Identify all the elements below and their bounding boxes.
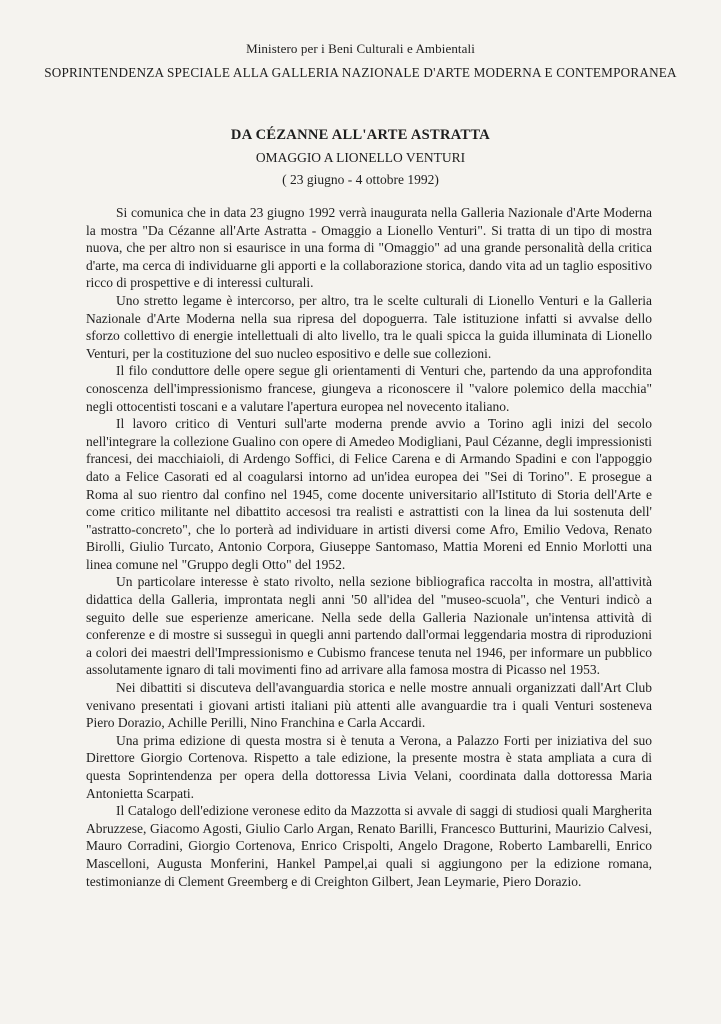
exhibition-dates: ( 23 giugno - 4 ottobre 1992) [282,172,439,187]
document-subtitle: OMAGGIO A LIONELLO VENTURI [255,150,466,165]
document-title: DA CÉZANNE ALL'ARTE ASTRATTA [230,127,491,143]
paragraph-3: Il filo conduttore delle opere segue gli orientamenti di Venturi che, partendo da una approfondita conoscenza dell'impressionismo francese, giungeva a riconoscere il "valore polemico della macchia" negli ottocentisti toscani e a valutare l'apertura europea nel novecento italiano. [86,363,652,414]
document-body [86,204,652,890]
paragraph-5: Un particolare interesse è stato rivolto, nella sezione bibliografica raccolta in mostra, all'attività didattica della Galleria, improntata negli anni '50 all'idea del "museo-scuola", che Venturi indicò a seguito delle sue esperienze americane. Nella sede della Galleria Nazionale un'intensa attività di conferenze e di mostre si susseguì in quegli anni partendo dall'ormai leggendaria mostra di riproduzioni a colori dei maestri dell'Impressionismo e Cubismo francese tenuta nel 1946, per informare un pubblico assolutamente ignaro di tali movimenti fino ad arrivare alla famosa mostra di Picasso nel 1953. [86,574,652,678]
ministry-header: Ministero per i Beni Culturali e Ambientali [246,41,475,56]
soprintendenza-header: SOPRINTENDENZA SPECIALE ALLA GALLERIA NAZIONALE D'ARTE MODERNA E CONTEMPORANEA [44,65,677,80]
paragraph-6: Nei dibattiti si discuteva dell'avanguardia storica e nelle mostre annuali organizzati dall'Art Club venivano presentati i giovani artisti italiani più attenti alle avanguardie tra i quali Venturi sosteneva Piero Dorazio, Achille Perilli, Nino Franchina e Carla Accardi. [86,680,652,731]
paragraph-4: Il lavoro critico di Venturi sull'arte moderna prende avvio a Torino agli inizi del secolo nell'integrare la collezione Gualino con opere di Amedeo Modigliani, Paul Cézanne, degli impressionisti francesi, dei macchiaioli, di Ardengo Soffici, di Felice Carena e di Armando Spadini e con l'appoggio dato a Felice Casorati ed al coagularsi intorno ad un'idea europea dei "Sei di Torino". E prosegue a Roma al suo rientro dal confino nel 1945, come docente universitario all'Istituto di Storia dell'Arte e come critico militante nel dibattito accesosi tra realisti e astrattisti con la linea da lui sostenuta dell' "astratto-concreto", che lo porterà ad individuare in artisti diversi come Afro, Emilio Vedova, Renato Birolli, Giulio Turcato, Antonio Corpora, Giuseppe Santomaso, Mattia Moreni ed Ennio Morlotti una linea comune nel "Gruppo degli Otto" del 1952. [86,416,652,572]
paragraph-2: Uno stretto legame è intercorso, per altro, tra le scelte culturali di Lionello Venturi e la Galleria Nazionale d'Arte Moderna nella sua ripresa del dopoguerra. Tale istituzione infatti si avvalse dello sforzo collettivo di energie intellettuali di alto livello, tra le quali spicca la guida illuminata di Lionello Venturi, per la costituzione del suo nucleo espositivo e delle sue collezioni. [86,292,652,361]
paragraph-7: Una prima edizione di questa mostra si è tenuta a Verona, a Palazzo Forti per iniziativa del suo Direttore Giorgio Cortenova. Rispetto a tale edizione, la presente mostra è stata ampliata a cura di questa Soprintendenza per opera della dottoressa Livia Velani, coordinata dalla dottoressa Maria Antonietta Scarpati. [86,732,652,801]
paragraph-1: Si comunica che in data 23 giugno 1992 verrà inaugurata nella Galleria Nazionale d'Arte Moderna la mostra "Da Cézanne all'Arte Astratta - Omaggio a Lionello Venturi". Si tratta di un tipo di mostra nuova, che per altro non si esaurisce in una forma di "Omaggio" ad una grande personalità della critica d'arte, ma cerca di individuarne gli apporti e la collaborazione storica, dando vita ad un taglio espositivo ricco di prospettive e di interessi culturali. [86,205,652,291]
paragraph-8: Il Catalogo dell'edizione veronese edito da Mazzotta si avvale di saggi di studiosi quali Margherita Abruzzese, Giacomo Agosti, Giulio Carlo Argan, Renato Barilli, Francesco Butturini, Maurizio Calvesi, Mauro Corradini, Giorgio Cortenova, Enrico Crispolti, Angelo Dragone, Roberto Lambarelli, Enrico Mascelloni, Augusta Monferini, Hankel Pampel,ai quali si aggiungono per la edizione romana, testimonianze di Clement Greemberg e di Creighton Gilbert, Jean Leymarie, Piero Dorazio. [86,803,652,889]
